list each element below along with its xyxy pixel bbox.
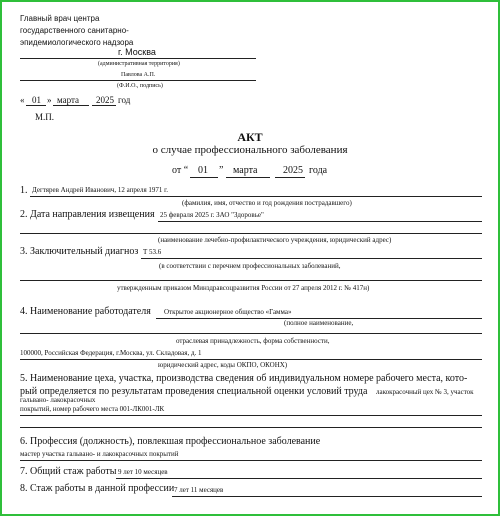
item-1-value: Дегтярев Андрей Иванович, 12 апреля 1971 г. [32, 186, 169, 194]
title-day-underline [190, 177, 218, 178]
title-month-underline [226, 177, 270, 178]
item-5-value-2: гальвано- лакокрасочных [20, 396, 96, 404]
document-title: АКТ [237, 130, 263, 144]
signer-caption: (Ф.И.О., подпись) [117, 83, 163, 89]
approval-year-underline [92, 105, 116, 106]
approval-line-2: государственного санитарно- [20, 26, 129, 35]
item-4-value: Открытое акционерное общество «Гамма» [164, 308, 292, 316]
city-underline [20, 58, 256, 59]
item-5-underline [20, 415, 482, 416]
item-2-label: 2. Дата направления извещения [20, 209, 155, 220]
approval-line-1: Главный врач центра [20, 14, 100, 23]
title-date-suffix: года [309, 165, 328, 176]
item-5-line-1: 5. Наименование цеха, участка, производства сведения об индивидуальном номере рабочего места, кото- [20, 373, 468, 384]
item-5-line-2: рый определяется по результатам проведения специальной оценки условий труда [20, 386, 368, 397]
item-2-value: 25 февраля 2025 г. ЗАО "Здоровье" [160, 211, 264, 219]
item-1-label: 1. [20, 185, 28, 196]
item-8-value: 7 лет 11 месяцев [174, 486, 224, 494]
title-date-month: марта [233, 165, 258, 176]
approval-date-month: марта [57, 95, 80, 105]
approval-date-year: 2025 [96, 95, 114, 105]
title-year-underline [275, 177, 305, 178]
signer-underline [20, 80, 256, 81]
item-3-value: Т 53.6 [143, 248, 162, 256]
item-7-value: 9 лет 10 месяцев [118, 468, 168, 476]
title-date-prefix: от “ [172, 165, 189, 176]
title-date-year: 2025 [283, 165, 303, 176]
item-4-label: 4. Наименование работодателя [20, 306, 151, 317]
item-3-caption-2: утвержденным приказом Минздравсоцразвития России от 27 апреля 2012 г. № 417н) [117, 284, 370, 292]
item-5-value-3: покрытий, номер рабочего места 001-ЛК001-ЛК [20, 405, 165, 413]
item-3-label: 3. Заключительный диагноз [20, 246, 139, 257]
item-4-caption-1: (полное наименование, [284, 319, 354, 327]
item-6-underline [20, 460, 482, 461]
item-6-label: 6. Профессия (должность), повлекшая профессиональное заболевание [20, 436, 321, 447]
approval-date-open: « [20, 95, 25, 105]
approval-line-3: эпидемиологического надзора [20, 38, 134, 47]
document-subtitle: о случае профессионального заболевания [152, 144, 348, 156]
signer-name: Павлова А.П. [121, 72, 156, 78]
item-2-underline-2 [20, 233, 482, 234]
item-8-label: 8. Стаж работы в данной профессии [20, 483, 175, 494]
item-5-underline-2 [20, 427, 482, 428]
item-6-value: мастер участка гальвано- и лакокрасочных покрытий [20, 450, 179, 458]
item-2-underline-1 [158, 221, 482, 222]
item-4-address: 100000, Российская Федерация, г.Москва, ул. Складовая, д. 1 [20, 349, 202, 357]
item-1-underline [30, 196, 482, 197]
title-date-mid: ” [219, 165, 224, 176]
city-caption: (административная территория) [98, 61, 180, 67]
approval-day-underline [26, 105, 46, 106]
item-7-underline [116, 478, 482, 479]
item-3-underline [141, 258, 482, 259]
item-3-caption-1: (в соответствии с перечнем профессиональных заболеваний, [159, 262, 341, 270]
item-3-underline-2 [20, 280, 482, 281]
approval-city: г. Москва [118, 47, 156, 57]
item-4-underline-2 [20, 333, 482, 334]
item-8-underline [172, 496, 482, 497]
approval-month-underline [53, 105, 89, 106]
item-4-caption-3: юридический адрес, коды ОКПО, ОКОНХ) [158, 361, 288, 369]
approval-date-close: » [47, 95, 52, 105]
approval-date-day: 01 [32, 95, 41, 105]
item-4-underline-3 [20, 359, 482, 360]
title-date-day: 01 [198, 165, 208, 176]
approval-date-suffix: год [118, 95, 131, 105]
item-2-caption: (наименование лечебно-профилактического учреждения, юридический адрес) [158, 236, 392, 244]
item-1-caption: (фамилия, имя, отчество и год рождения пострадавшего) [182, 199, 352, 207]
item-7-label: 7. Общий стаж работы [20, 466, 117, 477]
item-4-caption-2: отраслевая принадлежность, форма собственности, [176, 337, 330, 345]
stamp-placeholder: М.П. [35, 112, 55, 122]
item-5-value-1: лакокрасочный цех № 3, участок [376, 388, 474, 396]
